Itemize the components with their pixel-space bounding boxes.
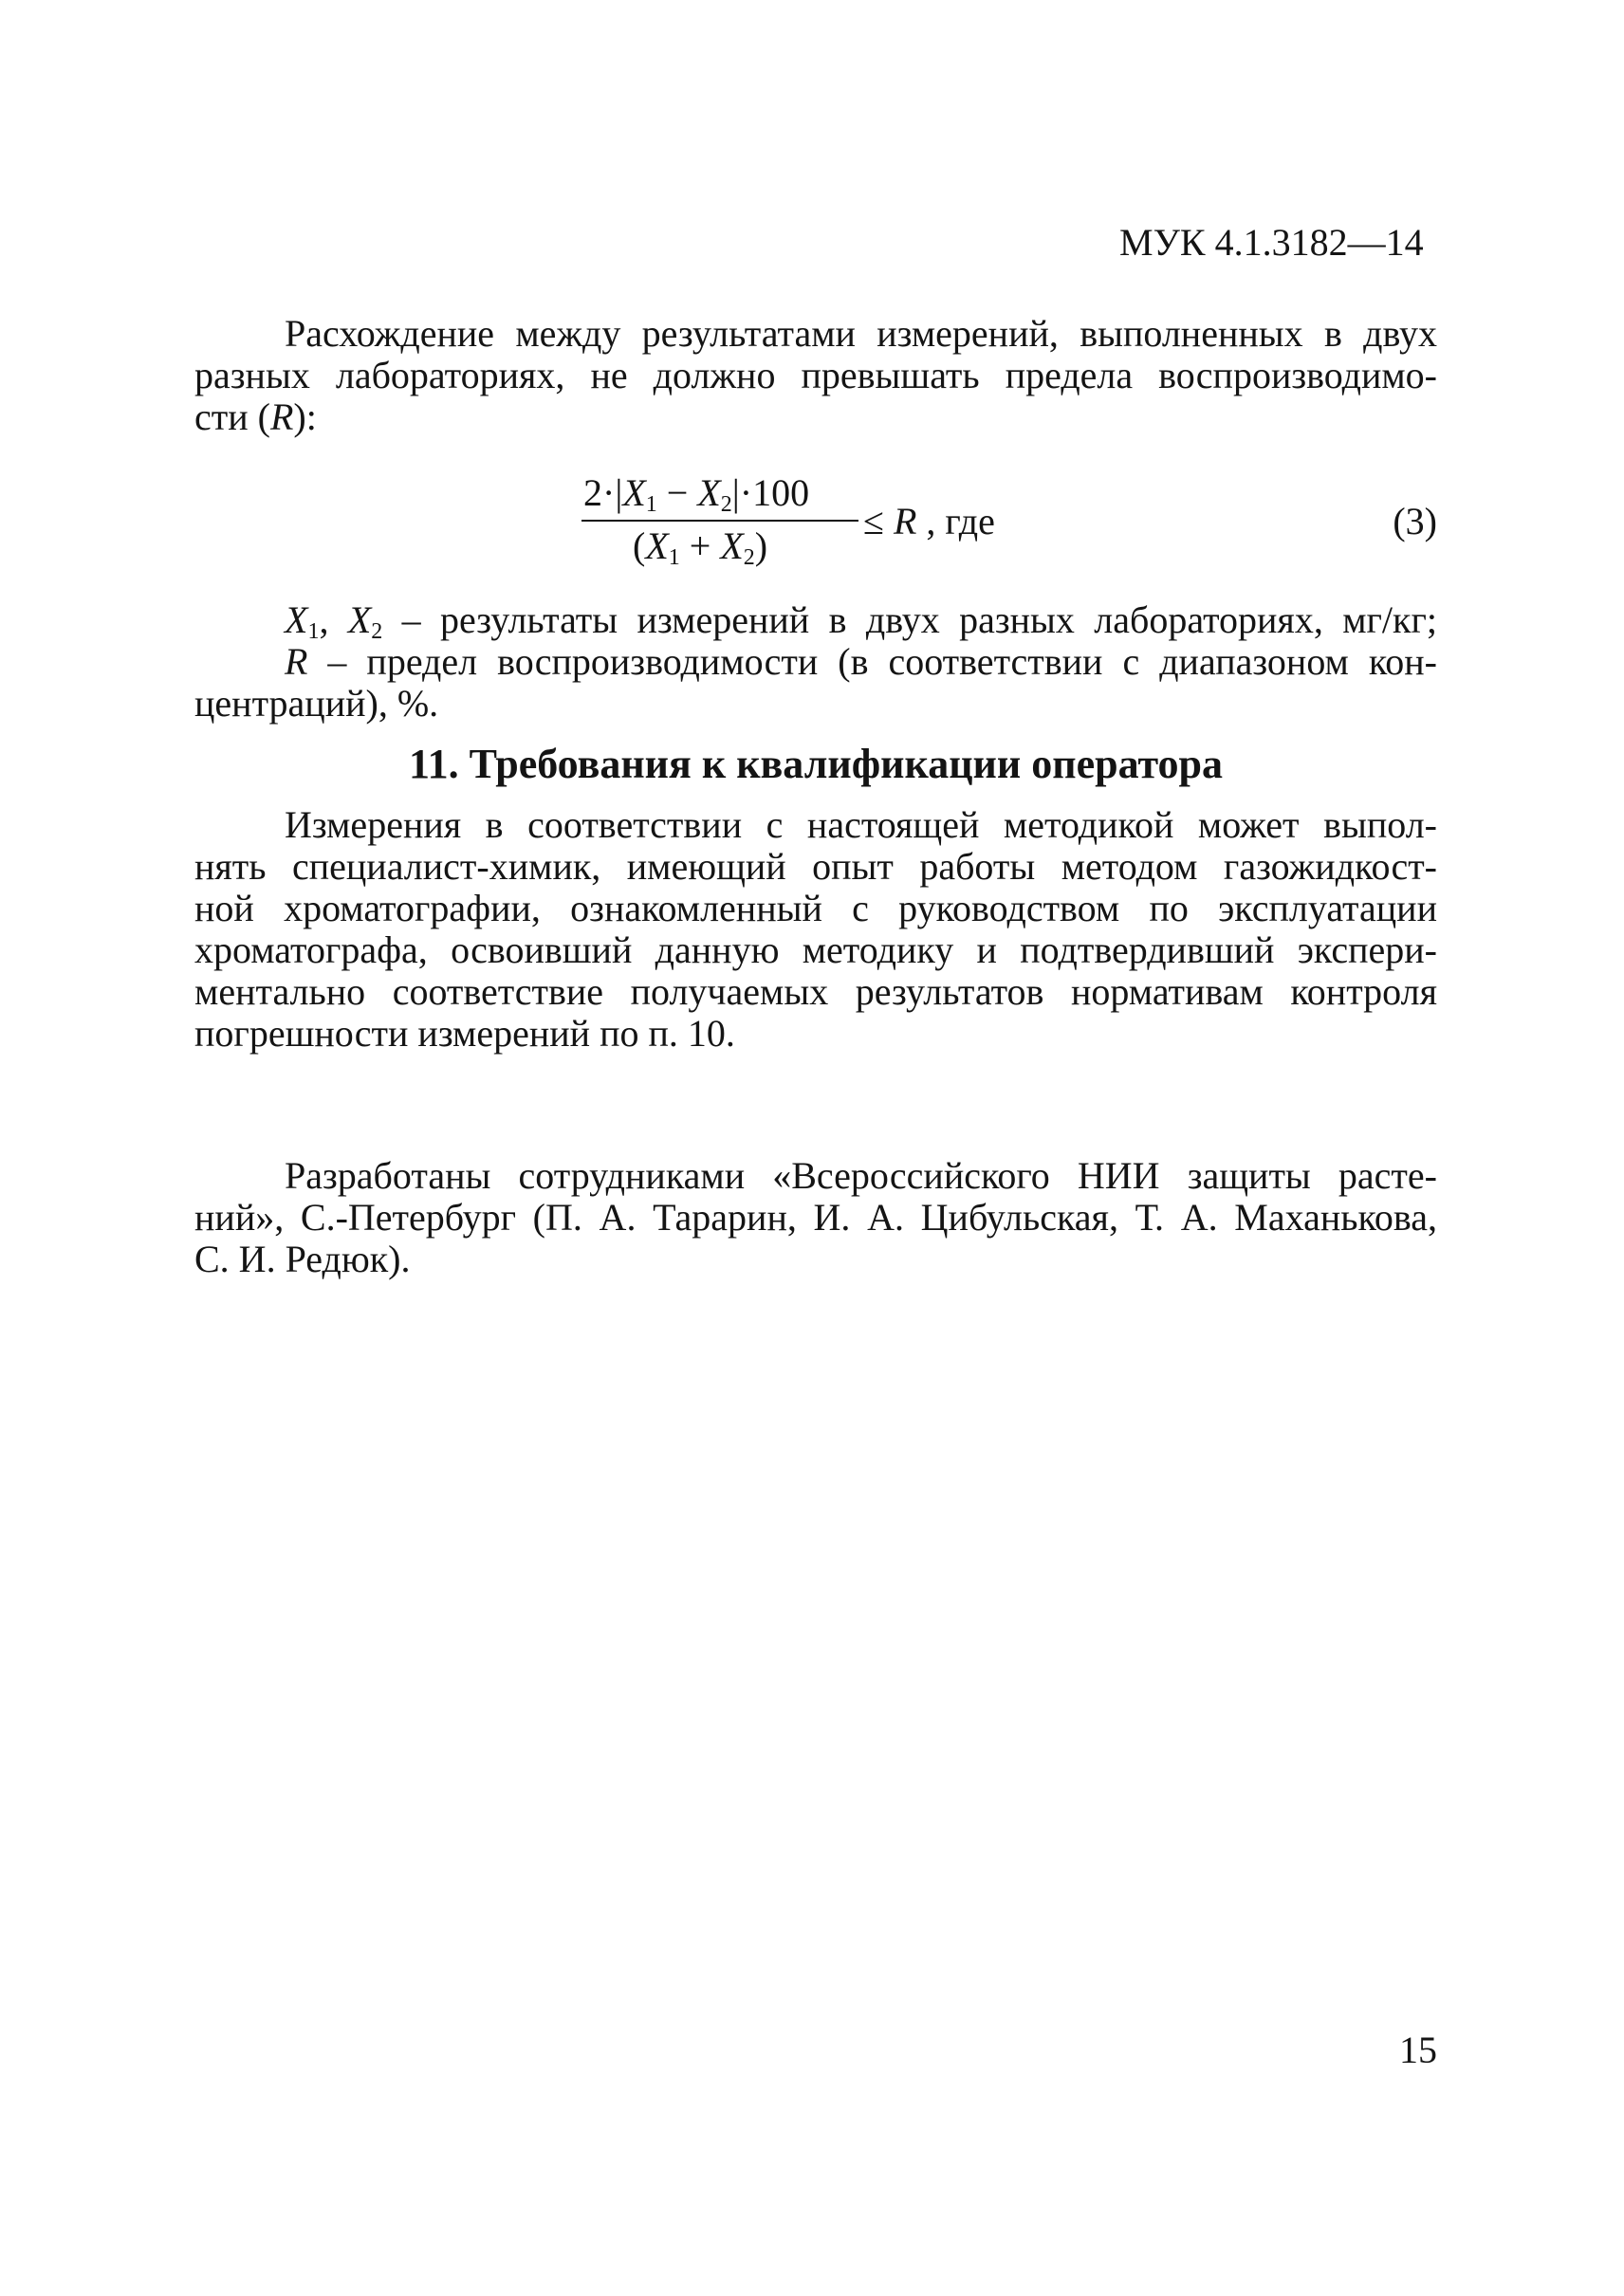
credits-paragraph (194, 1155, 1437, 1280)
formula-denominator (633, 523, 767, 568)
variable-r: R (269, 395, 294, 438)
subscript-2: 2 (720, 492, 732, 517)
credits-line: С. И. Редюк). (194, 1238, 411, 1280)
minus-sign: − (656, 471, 698, 514)
separator: , (319, 598, 348, 641)
body-line: нять специалист-химик, имеющий опыт работы методом газожидкост- (194, 845, 1437, 888)
variable-x2: X (697, 471, 721, 514)
where-text: , где (916, 500, 995, 542)
intro-paragraph (194, 313, 1437, 438)
definition-r-cont: центраций), %. (194, 682, 439, 725)
variable-x1: X (645, 524, 669, 567)
definition-text: – результаты измерений в двух разных лабораториях, мг/кг; (382, 598, 1437, 641)
fraction-bar (581, 520, 858, 522)
definition-r (194, 641, 1437, 683)
credits-line: Разработаны сотрудниками «Всероссийского НИИ защиты расте- (285, 1154, 1437, 1197)
body-line: ной хроматографии, ознакомленный с руководством по эксплуатации (194, 887, 1437, 929)
plus-sign: + (679, 524, 721, 567)
variable-r: R (285, 640, 308, 683)
intro-text: ): (293, 395, 317, 438)
definition-text: – предел воспроизводимости (в соответствии с диапазоном кон- (307, 640, 1437, 683)
leq-sign: ≤ (863, 500, 894, 542)
subscript-2: 2 (743, 545, 755, 570)
formula-relation (863, 499, 995, 543)
document-code-header: МУК 4.1.3182—14 (1119, 221, 1424, 264)
subscript-1: 1 (307, 619, 320, 644)
definitions-paragraph (194, 599, 1437, 725)
subscript-2: 2 (371, 619, 383, 644)
intro-text: сти ( (194, 395, 270, 438)
variable-x1: X (622, 471, 646, 514)
subscript-1: 1 (668, 545, 680, 570)
numerator-prefix: 2·| (583, 471, 623, 514)
definition-x (194, 598, 1437, 644)
variable-x1: X (285, 598, 308, 641)
formula-3 (574, 470, 1437, 575)
variable-x2: X (720, 524, 744, 567)
paren-open: ( (633, 524, 646, 567)
formula-numerator (583, 470, 809, 515)
body-line: Измерения в соответствии с настоящей методикой может выпол- (285, 803, 1437, 846)
subscript-1: 1 (645, 492, 657, 517)
credits-line: ний», С.-Петербург (П. А. Тарарин, И. А. Цибульская, Т. А. Маханькова, (194, 1196, 1437, 1239)
intro-line: разных лабораториях, не должно превышать предела воспроизводимо- (194, 354, 1437, 396)
body-line: ментально соответствие получаемых результатов нормативам контроля (194, 970, 1437, 1013)
numerator-suffix: |·100 (731, 471, 810, 514)
variable-x2: X (347, 598, 372, 641)
equation-number: (3) (1393, 500, 1437, 542)
intro-line: Расхождение между результатами измерений, выполненных в двух (285, 312, 1437, 355)
section-heading: 11. Требования к квалификации оператора (409, 741, 1223, 787)
body-line: хроматографа, освоивший данную методику и подтвердивший экспери- (194, 928, 1437, 971)
page-number: 15 (1399, 2029, 1437, 2071)
section-body (194, 804, 1437, 1055)
body-line: погрешности измерений по п. 10. (194, 1012, 735, 1055)
paren-close: ) (754, 524, 768, 567)
variable-r: R (893, 500, 917, 542)
intro-line-last (194, 396, 1437, 438)
